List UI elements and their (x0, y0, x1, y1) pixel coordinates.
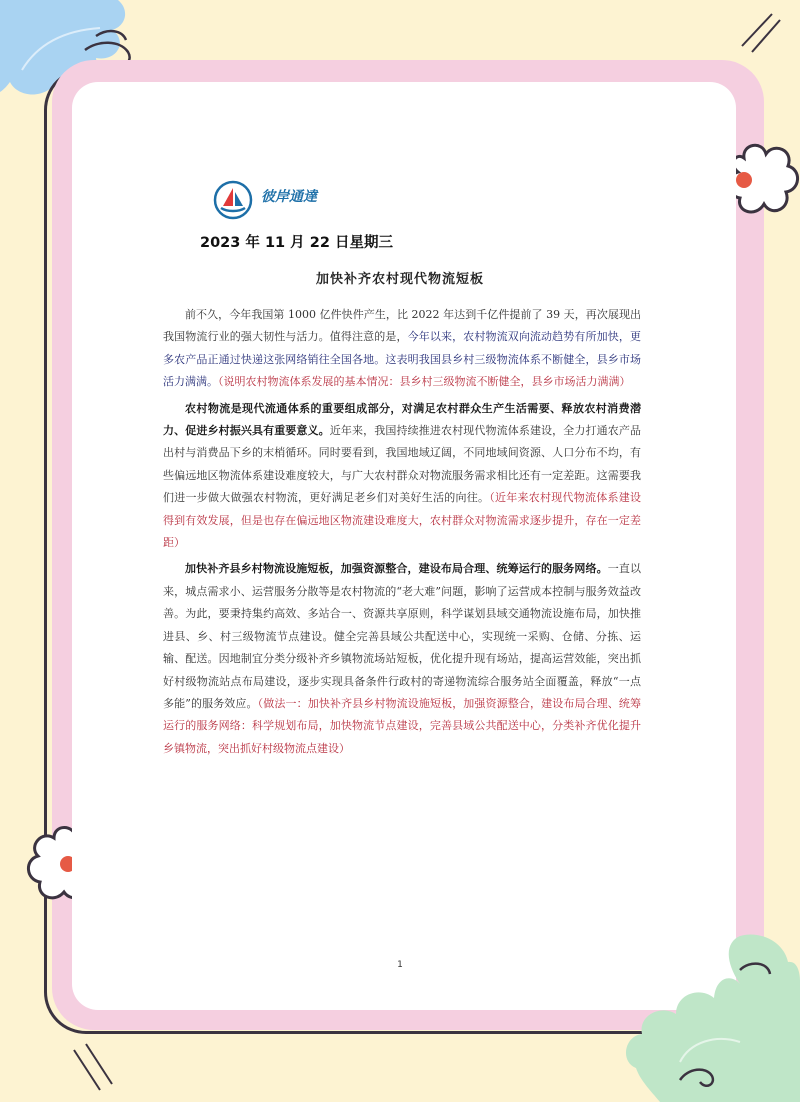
article-title: 加快补齐农村现代物流短板 (315, 272, 484, 287)
paragraph-3-topic-sentence: 加快补齐县乡村物流设施短板，加强资源整合，建设布局合理、统筹运行的服务网络。 (185, 562, 608, 576)
bottom-left-lines-decoration (60, 1030, 160, 1102)
article-body (163, 304, 641, 764)
paragraph-2-body: 近年来，我国持续推进农村现代物流体系建设，全力打通农产品出村与消费品下乡的末梢循环。同时要看到，我国地域辽阔，不同地域间资源、人口分布不均，有些偏远地区物流体系建设难度较大，与广大农村群众对物流服务需求相比还有一定差距。这需要我们进一步做大做强农村物流，更好满足老乡们对美好生活的向往。 (163, 424, 642, 505)
logo-text: 彼岸通達 (261, 189, 317, 205)
green-flower-decoration (620, 930, 800, 1102)
paragraph-2-annotation: （近年来农村现代物流体系建设得到有效发展，但是也存在偏远地区物流建设难度大，农村群众对物流需求逐步提升，存在一定差距） (163, 491, 641, 550)
paragraph-1-intro: 前不久，今年我国第 1000 亿件快件产生，比 2022 年达到千亿件提前了 39 天，再次展现出我国物流行业的强大韧性与活力。值得注意的是， (163, 308, 641, 344)
paragraph-1 (163, 304, 641, 394)
document-date: 2023 年 11 月 22 日星期三 (200, 235, 393, 251)
paragraph-1-annotation: （说明农村物流体系发展的基本情况：县乡村三级物流不断健全，县乡市场活力满满） (218, 375, 631, 389)
paragraph-2-topic-sentence: 农村物流是现代流通体系的重要组成部分，对满足农村群众生产生活需要、释放农村消费潜力、促进乡村振兴具有重要意义。 (163, 401, 641, 438)
company-logo (213, 178, 317, 222)
paragraph-2 (163, 398, 641, 555)
page-number: 1 (397, 960, 403, 970)
paragraph-1-highlight: 今年以来，农村物流双向流动趋势有所加快，更多农产品正通过快递这张网络销往全国各地。这表明我国县乡村三级物流体系不断健全，县乡市场活力满满。 (163, 330, 642, 389)
paragraph-3-annotation: （做法一：加快补齐县乡村物流设施短板，加强资源整合，建设布局合理、统筹运行的服务网络：科学规划布局，加快物流节点建设，完善县域公共配送中心，分类补齐优化提升乡镇物流，突出抓好村级物流点建设） (163, 696, 642, 755)
paragraph-3-body: 一直以来，城点需求小、运营服务分散等是农村物流的“老大难”问题，影响了运营成本控制与服务效益改善。为此，要秉持集约高效、多站合一、资源共享原则，科学谋划县域交通物流设施布局，加快推进县、乡、村三级物流节点建设。健全完善县域公共配送中心，实现统一采购、仓储、分拣、运输、配送。因地制宜分类分级补齐乡镇物流场站短板，优化提升现有场站，提高运营效能，突出抓好村级物流站点布局建设，逐步实现具备条件行政村的寄递物流综合服务站全面覆盖，释放“一点多能”的服务效应。 (163, 562, 641, 710)
paragraph-3 (163, 558, 641, 760)
sailboat-logo-icon (213, 180, 253, 220)
